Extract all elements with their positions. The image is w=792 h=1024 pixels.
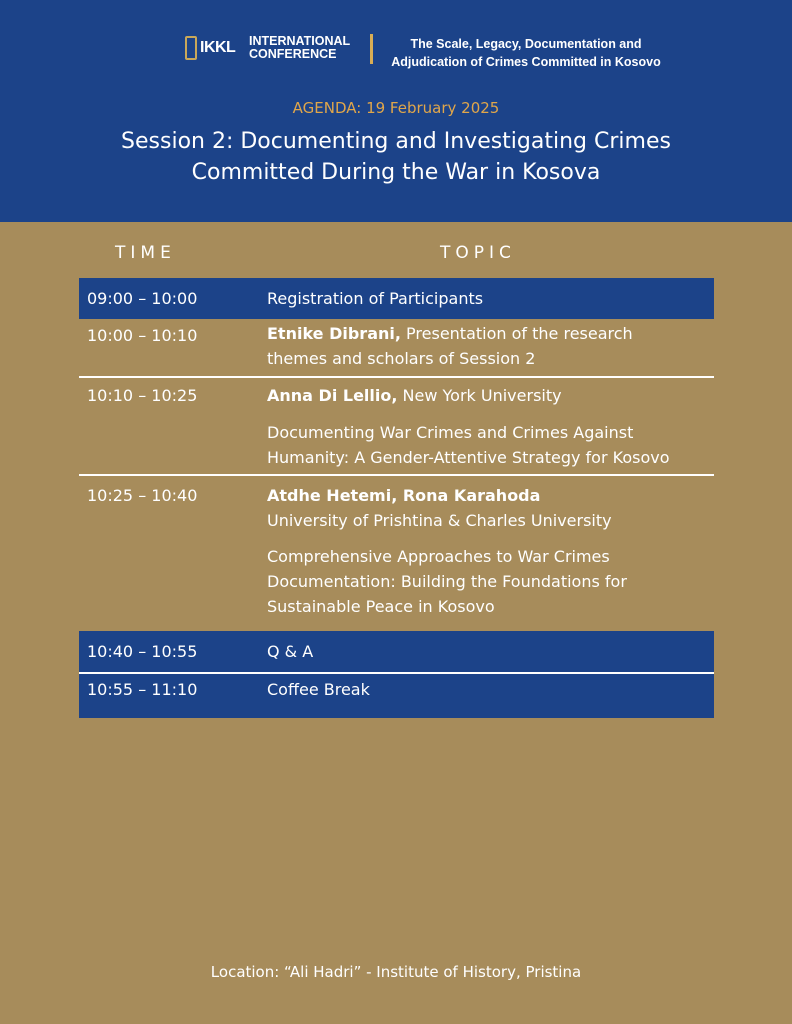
talk-title: [267, 544, 717, 619]
row-time: 10:55 – 11:10: [87, 680, 198, 699]
session-title-line: Committed During the War in Kosova: [191, 160, 601, 185]
conference-label: [249, 35, 350, 61]
session-title: [0, 126, 792, 188]
row-topic: Registration of Participants: [267, 289, 484, 308]
table-row: [79, 278, 714, 319]
talk-title-line: Documentation: Building the Foundations for: [267, 572, 627, 591]
talk-title-line: Comprehensive Approaches to War Crimes: [267, 547, 610, 566]
topic-column-header: TOPIC: [440, 243, 516, 263]
affiliation: New York University: [397, 386, 562, 405]
talk-title-line: Documenting War Crimes and Crimes Against: [267, 423, 634, 442]
speaker-name: Atdhe Hetemi, Rona Karahoda: [267, 486, 541, 505]
row-time: 10:00 – 10:10: [87, 326, 198, 345]
talk-title: [267, 420, 717, 470]
row-topic: [267, 383, 717, 470]
topic-text: Presentation of the research: [400, 324, 633, 343]
divider: [370, 34, 373, 64]
ikkl-logo: [185, 36, 235, 60]
table-row: [79, 378, 714, 475]
row-topic: Coffee Break: [267, 680, 370, 699]
conference-title-line: Adjudication of Crimes Committed in Kosovo: [391, 55, 661, 69]
row-time: 10:40 – 10:55: [87, 642, 198, 661]
row-time: 10:10 – 10:25: [87, 386, 198, 405]
table-row: [79, 476, 714, 630]
table-row: [79, 319, 714, 377]
topic-text: themes and scholars of Session 2: [267, 349, 536, 368]
table-row: [79, 631, 714, 672]
agenda-date: AGENDA: 19 February 2025: [292, 99, 500, 117]
time-column-header: TIME: [115, 243, 176, 263]
affiliation: University of Prishtina & Charles University: [267, 511, 612, 530]
session-title-line: Session 2: Documenting and Investigating Crimes: [121, 129, 671, 154]
speaker-name: Etnike Dibrani,: [267, 324, 401, 343]
table-row: [79, 674, 714, 718]
conference-label-line: INTERNATIONAL: [249, 34, 351, 48]
row-topic: Q & A: [267, 642, 314, 661]
conference-label-line: CONFERENCE: [249, 47, 337, 61]
header-banner: [0, 0, 792, 222]
conference-title-line: The Scale, Legacy, Documentation and: [410, 37, 642, 51]
talk-title-line: Humanity: A Gender-Attentive Strategy for Kosovo: [267, 448, 670, 467]
location-text: Location: “Ali Hadri” - Institute of History, Pristina: [210, 963, 582, 981]
row-time: 10:25 – 10:40: [87, 486, 198, 505]
talk-title-line: Sustainable Peace in Kosovo: [267, 597, 495, 616]
speaker-name: Anna Di Lellio,: [267, 386, 398, 405]
row-topic: [267, 321, 717, 371]
row-topic: [267, 483, 717, 619]
logo-text: IKKL: [200, 39, 236, 56]
conference-title: [378, 35, 674, 71]
logo-emblem-icon: [185, 36, 197, 60]
row-time: 09:00 – 10:00: [87, 289, 198, 308]
